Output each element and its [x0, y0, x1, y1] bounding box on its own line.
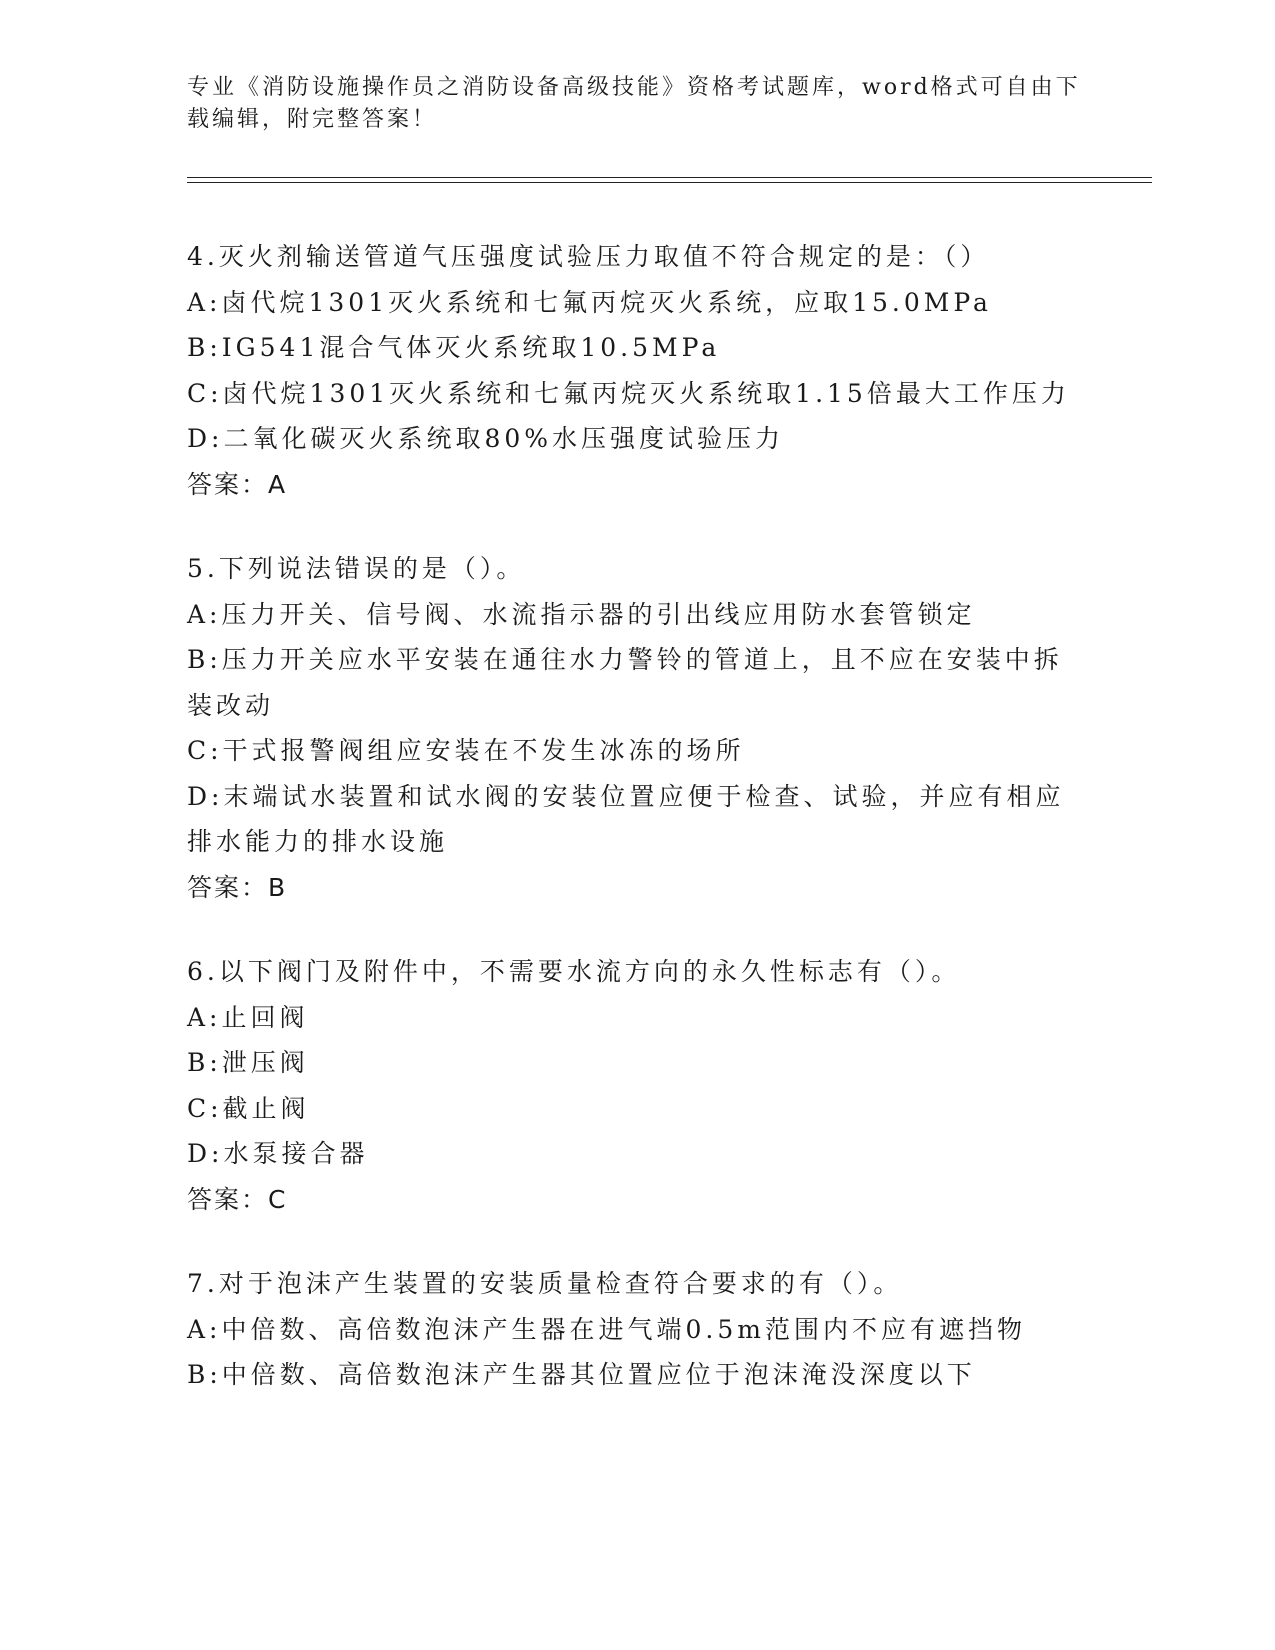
question-stem: 5.下列说法错误的是（）。 — [187, 554, 526, 583]
question-stem: 4.灭火剂输送管道气压强度试验压力取值不符合规定的是：（） — [187, 242, 990, 271]
header-divider-bottom — [187, 182, 1152, 183]
header-divider-top — [187, 177, 1152, 178]
option-d: D:末端试水装置和试水阀的安装位置应便于检查、试验，并应有相应排水能力的排水设施 — [187, 781, 1065, 856]
option-c: C:干式报警阀组应安装在不发生冰冻的场所 — [187, 736, 745, 765]
option-b: B:压力开关应水平安装在通往水力警铃的管道上，且不应在安装中拆装改动 — [187, 645, 1063, 720]
question-6 — [187, 949, 1087, 1222]
option-c: C:截止阀 — [187, 1093, 310, 1123]
option-a: A:中倍数、高倍数泡沫产生器在进气端0.5m范围内不应有遮挡物 — [187, 1314, 1026, 1344]
answer-text: 答案：B — [187, 872, 288, 902]
question-list — [187, 234, 1087, 1437]
question-7 — [187, 1261, 1087, 1398]
question-4 — [187, 234, 1087, 507]
option-b: B:泄压阀 — [187, 1048, 309, 1077]
option-a: A:卤代烷1301灭火系统和七氟丙烷灭火系统，应取15.0MPa — [187, 287, 992, 317]
question-5 — [187, 546, 1087, 910]
document-header: 专业《消防设施操作员之消防设备高级技能》资格考试题库，word格式可自由下载编辑，附完整答案！ — [187, 75, 1081, 132]
option-b: B:IG541混合气体灭火系统取10.5MPa — [187, 333, 721, 362]
option-a: A:压力开关、信号阀、水流指示器的引出线应用防水套管锁定 — [187, 599, 976, 629]
option-d: D:水泵接合器 — [187, 1139, 369, 1168]
answer-text: 答案：A — [187, 469, 288, 499]
option-c: C:卤代烷1301灭火系统和七氟丙烷灭火系统取1.15倍最大工作压力 — [187, 378, 1070, 408]
option-a: A:止回阀 — [187, 1002, 309, 1032]
answer-text: 答案：C — [187, 1184, 288, 1214]
question-stem: 6.以下阀门及附件中，不需要水流方向的永久性标志有（）。 — [187, 957, 961, 986]
question-stem: 7.对于泡沫产生装置的安装质量检查符合要求的有（）。 — [187, 1269, 903, 1298]
option-d: D:二氧化碳灭火系统取80%水压强度试验压力 — [187, 424, 785, 453]
option-b: B:中倍数、高倍数泡沫产生器其位置应位于泡沫淹没深度以下 — [187, 1360, 976, 1389]
